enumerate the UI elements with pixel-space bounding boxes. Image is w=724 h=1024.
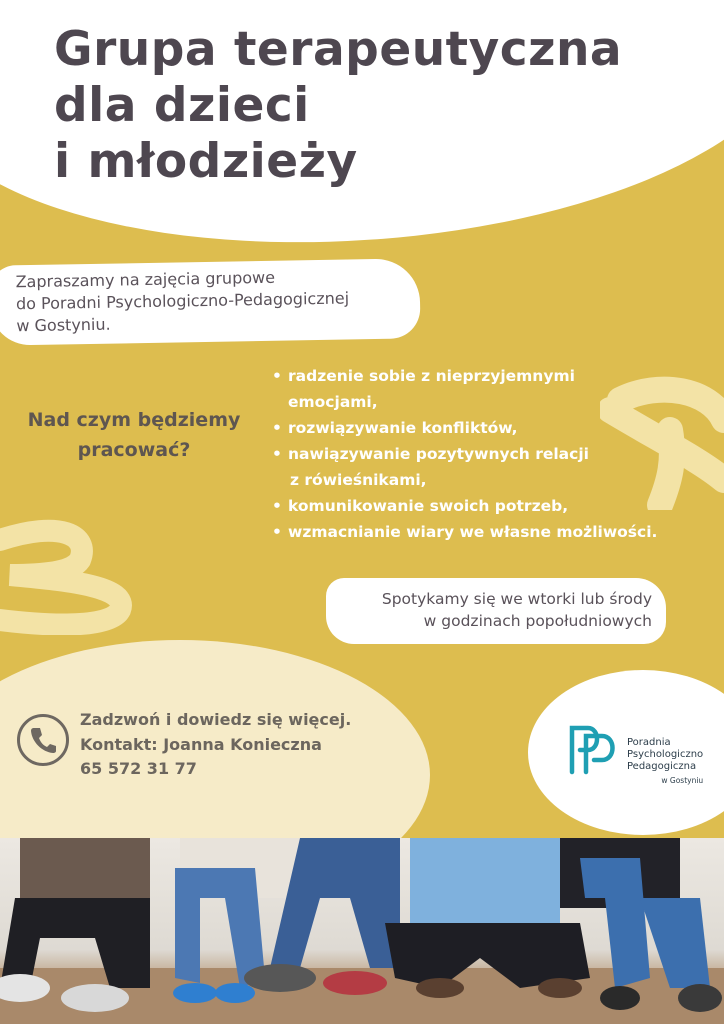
meeting-line: Spotykamy się we wtorki lub środy (381, 590, 652, 608)
list-item (270, 519, 657, 545)
topic-text: radzenie sobie z nieprzyjemnymi (288, 367, 575, 385)
topic-text-continued: z rówieśnikami, (290, 471, 427, 489)
logo-line: Pedagogiczna (627, 761, 697, 772)
topic-text-continued: emocjami, (288, 393, 378, 411)
meeting-info-box (326, 578, 666, 644)
list-item (270, 363, 657, 415)
title-line: dla dzieci (54, 78, 310, 133)
logo-text (627, 737, 703, 787)
page-title (54, 22, 622, 190)
meeting-line: w godzinach popołudniowych (423, 612, 652, 630)
work-heading-line: Nad czym będziemy (27, 409, 241, 431)
title-line: Grupa terapeutyczna (54, 22, 623, 77)
topic-text: rozwiązywanie konfliktów, (288, 419, 518, 437)
topic-text: komunikowanie swoich potrzeb, (288, 497, 569, 515)
topic-text: nawiązywanie pozytywnych relacji (288, 445, 589, 463)
contact-phone-number[interactable]: 65 572 31 77 (80, 759, 197, 778)
invite-line: do Poradni Psychologiczno-Pedagogicznej (15, 288, 350, 314)
contact-person: Kontakt: Joanna Konieczna (80, 734, 322, 754)
invite-line: w Gostyniu. (16, 314, 111, 336)
topic-list (270, 363, 657, 545)
list-item (270, 493, 657, 519)
work-heading-line: pracować? (77, 439, 191, 461)
contact-call-text: Zadzwoń i dowiedz się więcej. (80, 710, 352, 729)
title-line: i młodzieży (54, 134, 358, 189)
invite-line: Zapraszamy na zajęcia grupowe (15, 267, 276, 292)
decorative-squiggle-left (0, 515, 150, 635)
topic-text: wzmacnianie wiary we własne możliwości. (288, 523, 658, 541)
invitation-box (0, 258, 421, 345)
list-item (270, 415, 657, 441)
work-heading (18, 405, 250, 465)
phone-icon (17, 714, 69, 766)
contact-info (80, 708, 351, 782)
group-photo (0, 838, 724, 1024)
logo-line: Poradnia (627, 737, 671, 748)
list-item (270, 441, 657, 493)
logo-line: Psychologiczno (627, 749, 704, 760)
logo-subline: w Gostyniu (661, 776, 704, 785)
pp-logo-icon (566, 720, 622, 776)
